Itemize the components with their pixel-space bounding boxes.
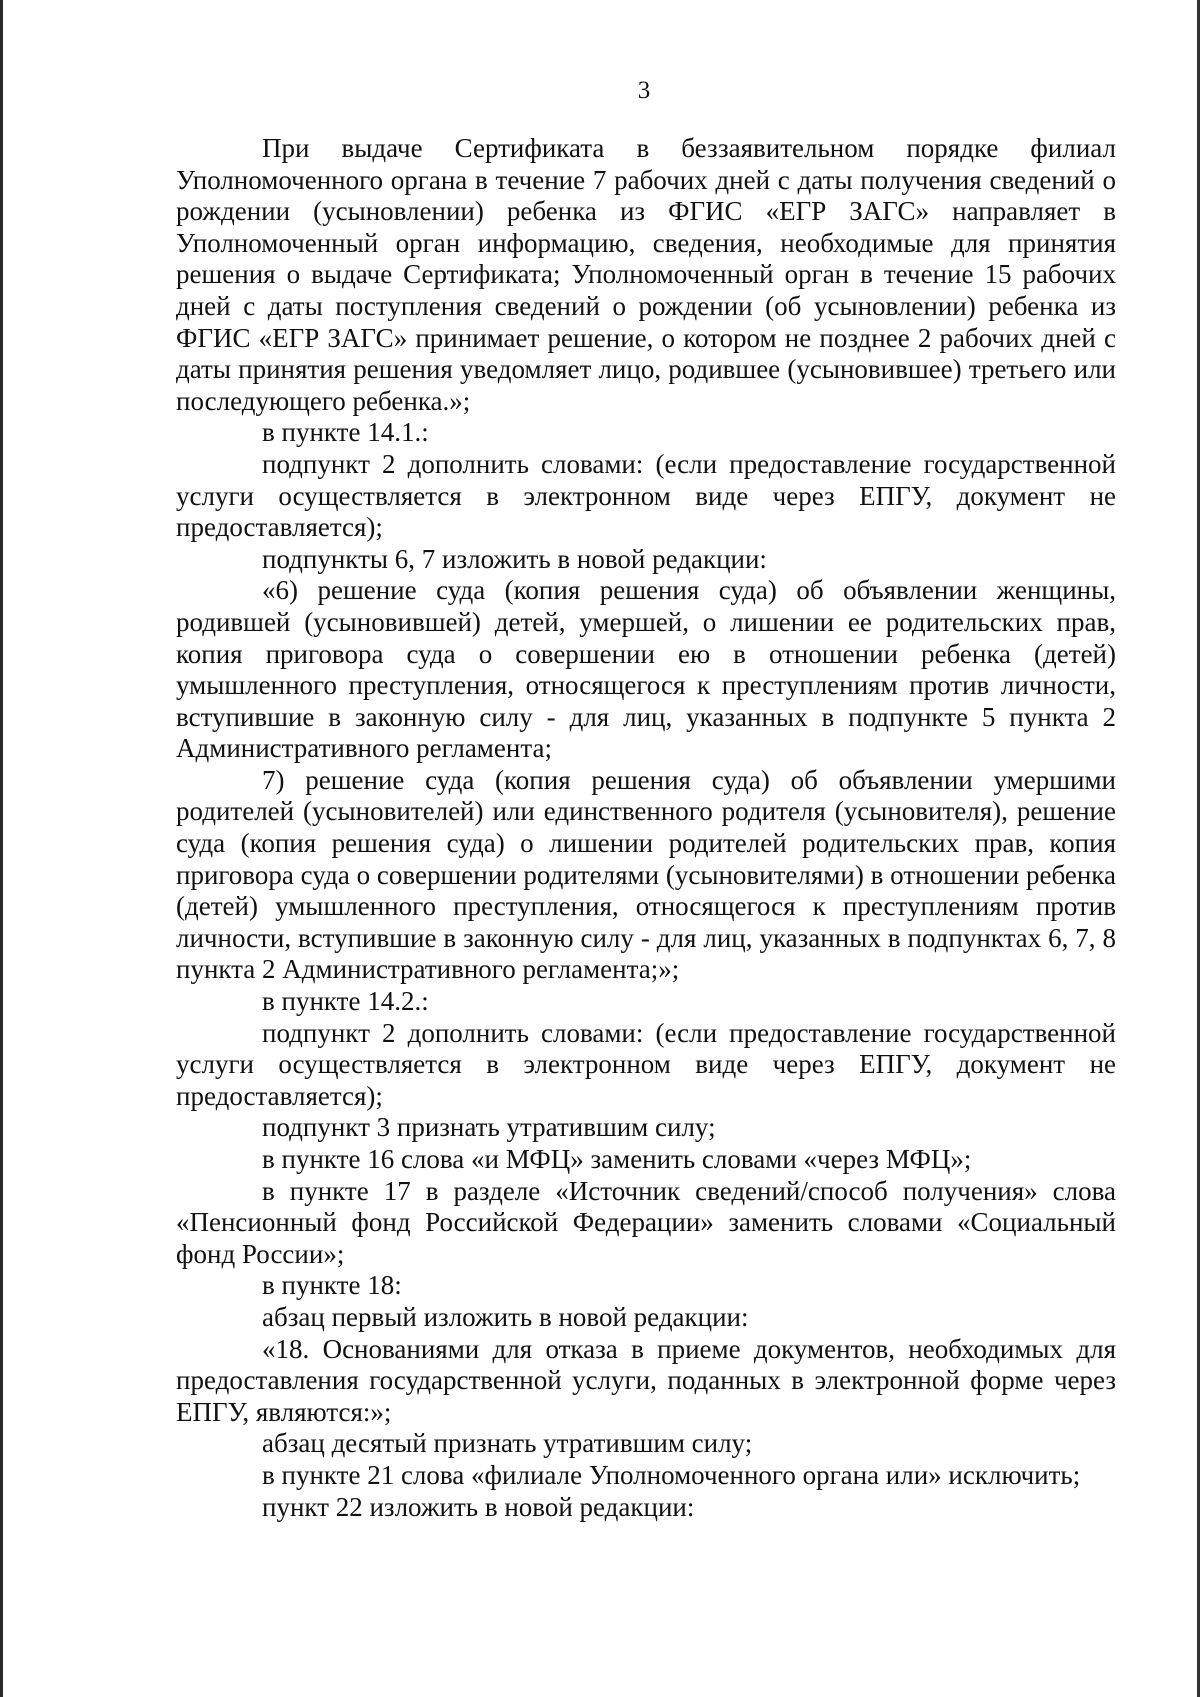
page-edge-left <box>0 0 3 1697</box>
paragraph-subpoint-2-addition-14-2: подпункт 2 дополнить словами: (если предоставление государственной услуги осуществляется в электронном виде через ЕПГУ, документ не предоставляется); <box>176 1017 1116 1111</box>
paragraph-certificate-issuance: При выдаче Сертификата в беззаявительном порядке филиал Уполномоченного органа в течение 7 рабочих дней с даты получения сведений о рождении (усыновлении) ребенка из ФГИС «ЕГР ЗАГС» направляет в Уполномоченный орган информацию, сведения, необходимые для принятия решения о выдаче Сертификата; Уполномоченный орган в течение 15 рабочих дней с даты поступления сведений о рождении (об усыновлении) ребенка из ФГИС «ЕГР ЗАГС» принимает решение, о котором не позднее 2 рабочих дней с даты принятия решения уведомляет лицо, родившее (усыновившее) третьего или последующего ребенка.»; <box>176 133 1116 416</box>
page-number: 3 <box>637 77 651 104</box>
paragraph-point-18: в пункте 18: <box>262 1270 402 1301</box>
paragraph-point-16: в пункте 16 слова «и МФЦ» заменить словами «через МФЦ»; <box>262 1144 972 1174</box>
paragraph-first-abzac: абзац первый изложить в новой редакции: <box>262 1301 749 1332</box>
document-body <box>176 133 1116 1523</box>
paragraph-point-14-1: в пункте 14.1.: <box>262 417 429 448</box>
paragraph-subpoint-3-void: подпункт 3 признать утратившим силу; <box>262 1112 716 1143</box>
paragraph-tenth-abzac: абзац десятый признать утратившим силу; <box>262 1428 753 1459</box>
paragraph-subpoints-6-7: подпункты 6, 7 изложить в новой редакции: <box>262 543 767 574</box>
paragraph-point-14-2: в пункте 14.2.: <box>262 986 429 1017</box>
paragraph-point-21: в пункте 21 слова «филиале Уполномоченного органа или» исключить; <box>262 1459 1081 1490</box>
paragraph-subpoint-7-text: 7) решение суда (копия решения суда) об объявлении умершими родителей (усыновителей) или единственного родителя (усыновителя), решение суда (копия решения суда) о лишении родителей родительских прав, копия приговора суда о совершении родителями (усыновителями) в отношении ребенка (детей) умышленного преступления, относящегося к преступлениям против личности, вступившие в законную силу - для лиц, указанных в подпунктах 6, 7, 8 пункта 2 Административного регламента;»; <box>176 764 1116 985</box>
paragraph-subpoint-6-text: «6) решение суда (копия решения суда) об объявлении женщины, родившей (усыновившей) детей, умершей, о лишении ее родительских прав, копия приговора суда о совершении ею в отношении ребенка (детей) умышленного преступления, относящегося к преступлениям против личности, вступившие в законную силу - для лиц, указанных в подпункте 5 пункта 2 Административного регламента; <box>176 575 1116 764</box>
paragraph-point-22: пункт 22 изложить в новой редакции: <box>262 1491 695 1522</box>
paragraph-point-18-text: «18. Основаниями для отказа в приеме документов, необходимых для предоставления государственной услуги, поданных в электронной форме через ЕПГУ, являются:»; <box>176 1333 1116 1427</box>
paragraph-subpoint-2-addition: подпункт 2 дополнить словами: (если предоставление государственной услуги осуществляется в электронном виде через ЕПГУ, документ не предоставляется); <box>176 448 1116 543</box>
paragraph-point-17: в пункте 17 в разделе «Источник сведений/способ получения» слова «Пенсионный фонд Российской Федерации» заменить словами «Социальный фонд России»; <box>176 1175 1116 1269</box>
